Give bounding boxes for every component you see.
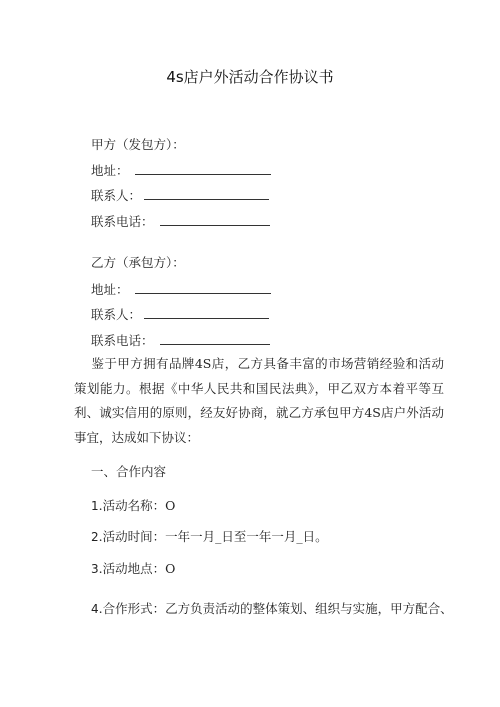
party-b-phone-label: 联系电话：: [91, 333, 154, 348]
item-text: .活动名称：O: [98, 498, 176, 513]
document-title: 4s店户外活动合作协议书: [166, 68, 334, 86]
party-b-heading: 乙方（承包方）：: [91, 255, 185, 270]
party-a-phone-row: [91, 213, 270, 230]
party-b-contact-row: [91, 306, 269, 323]
party-a-address-blank: [135, 162, 271, 175]
item-number: 4: [91, 602, 99, 616]
party-b-address-blank: [135, 281, 271, 294]
party-b-address-label: 地址：: [91, 282, 129, 297]
party-b-contact-blank: [144, 306, 269, 319]
party-a-contact-label: 联系人：: [91, 188, 142, 203]
item-number: 1: [91, 499, 99, 513]
party-a-phone-label: 联系电话：: [91, 214, 154, 229]
list-item: [91, 498, 175, 514]
party-a-phone-blank: [160, 213, 270, 226]
item-text: .合作形式：乙方负责活动的整体策划、组织与实施，甲方配合、: [98, 601, 453, 616]
list-item: [91, 601, 453, 617]
section-1-heading: 一、合作内容: [91, 464, 167, 479]
party-a-heading: 甲方（发包方）：: [91, 137, 185, 152]
item-text: .活动地点：O: [98, 561, 176, 576]
party-a-address-row: [91, 162, 271, 179]
party-a-contact-row: [91, 187, 269, 204]
item-text: .活动时间：一年一月_日至一年一月_日。: [98, 529, 328, 544]
party-a-address-label: 地址：: [91, 163, 129, 178]
list-item: [91, 529, 328, 545]
item-number: 2: [91, 530, 99, 544]
party-b-phone-blank: [160, 332, 270, 345]
party-b-address-row: [91, 281, 271, 298]
item-number: 3: [91, 562, 99, 576]
preamble-paragraph: [74, 352, 444, 450]
list-item: [91, 561, 175, 577]
preamble-text: 鉴于甲方拥有品牌4S店，乙方具备丰富的市场营销经验和活动策划能力。根据《中华人民共和国民法典》，甲乙双方本着平等互利、诚实信用的原则，经友好协商，就乙方承包甲方4S店户外活动事宜，达成如下协议：: [74, 356, 444, 445]
party-a-contact-blank: [144, 187, 269, 200]
party-b-contact-label: 联系人：: [91, 307, 142, 322]
party-b-phone-row: [91, 332, 270, 349]
